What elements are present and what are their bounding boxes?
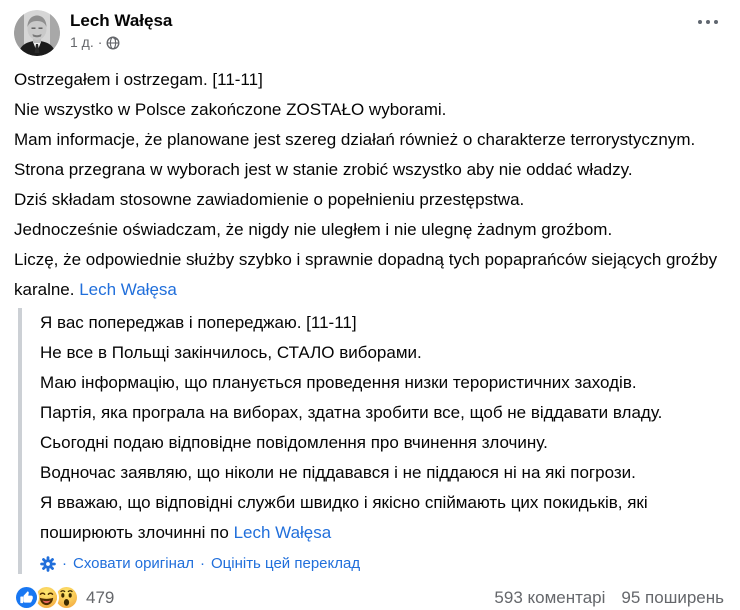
- post-paragraph: Mam informacje, że planowane jest szereg działań również o charakterze terrorystycznym.: [14, 130, 696, 149]
- translation-paragraph: Партія, яка програла на виборах, здатна зробити все, щоб не віддавати владу.: [40, 403, 663, 422]
- more-options-button[interactable]: [692, 10, 724, 34]
- avatar-portrait-image: [14, 10, 60, 56]
- post-paragraph: Ostrzegałem i ostrzegam. [11-11]: [14, 70, 263, 89]
- avatar[interactable]: [14, 10, 60, 56]
- more-options-icon: [698, 20, 702, 24]
- translation-paragraph: Я вас попереджав і попереджаю. [11-11]: [40, 313, 357, 332]
- comments-count[interactable]: 593 коментарі: [494, 587, 606, 607]
- globe-icon: [106, 36, 120, 50]
- shares-count[interactable]: 95 поширень: [621, 587, 724, 607]
- author-name-link[interactable]: Lech Wałęsa: [70, 11, 173, 30]
- timestamp[interactable]: 1 д.: [70, 34, 94, 50]
- reaction-count[interactable]: 479: [86, 587, 115, 607]
- translation-paragraph-text: Я вважаю, що відповідні служби швидко і якісно спіймають цих покидьків, які поширюють злочинні по: [40, 493, 648, 542]
- translation-block: [18, 308, 726, 574]
- translation-paragraph: Водночас заявляю, що ніколи не піддавався і не піддаюся ні на які погрози.: [40, 463, 636, 482]
- hide-original-link[interactable]: Сховати оригінал: [73, 555, 194, 572]
- post-paragraph: Nie wszystko w Polsce zakończone ZOSTAŁO wyborami.: [14, 100, 447, 119]
- author-mention-link[interactable]: Lech Wałęsa: [79, 280, 177, 299]
- reactions-summary[interactable]: [14, 585, 114, 610]
- header-text: [70, 10, 692, 51]
- translation-paragraph: Не все в Польщі закінчилось, СТАЛО виборами.: [40, 343, 422, 362]
- post-header: [0, 0, 740, 56]
- post-paragraph: Dziś składam stosowne zawiadomienie o popełnieniu przestępstwa.: [14, 190, 525, 209]
- post-paragraph-text: Liczę, że odpowiednie służby szybko i sprawnie dopadną tych popaprańców siejących groźby karalne.: [14, 250, 718, 299]
- footer-meta: [494, 588, 724, 608]
- post-paragraph: Strona przegrana w wyborach jest w stanie zrobić wszystko aby nie oddać władzy.: [14, 160, 633, 179]
- translation-paragraph: Маю інформацію, що планується проведення низки терористичних заходів.: [40, 373, 637, 392]
- post-body-original: [0, 56, 740, 305]
- rate-translation-link[interactable]: Оцініть цей переклад: [210, 555, 361, 572]
- translation-paragraph-with-link: [40, 488, 726, 548]
- post-paragraph: Jednocześnie oświadczam, że nigdy nie uległem i nie ulegnę żadnym groźbom.: [14, 220, 613, 239]
- like-icon: [14, 585, 39, 610]
- post-meta: [70, 34, 692, 51]
- gear-icon[interactable]: [40, 556, 56, 572]
- meta-separator: ·: [97, 34, 103, 50]
- author-mention-link[interactable]: Lech Wałęsa: [233, 523, 332, 542]
- translation-paragraph: Сьогодні подаю відповідне повідомлення про вчинення злочину.: [40, 433, 548, 452]
- post-paragraph-with-link: [14, 245, 726, 305]
- controls-separator: ·: [62, 555, 67, 572]
- controls-separator: ·: [199, 555, 205, 572]
- post-footer: [0, 574, 740, 610]
- reaction-pile: [14, 585, 79, 610]
- translation-controls: [40, 554, 726, 574]
